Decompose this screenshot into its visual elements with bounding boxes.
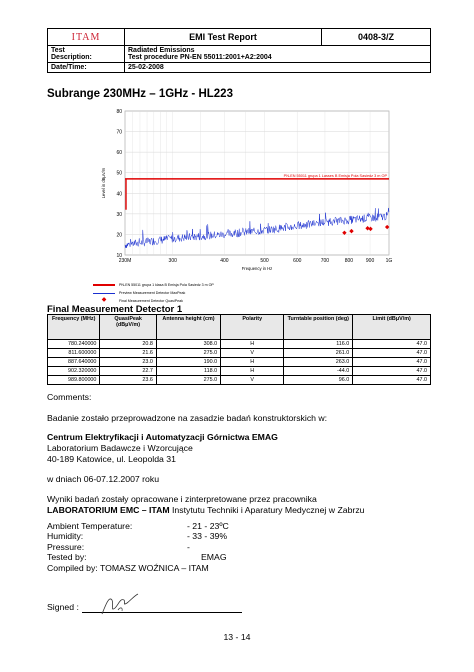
emission-chart [93,103,399,275]
humidity-label: Humidity: [47,531,84,542]
legend-item-final: Final Measurement Detector QuasiPeak [119,299,183,303]
table-cell: 23.0 [100,358,156,367]
chart-legend [93,281,214,305]
test-conditions [47,521,307,573]
y-tick-label: 10 [116,253,122,259]
y-tick-label: 70 [116,129,122,136]
table-cell: 308.0 [156,340,220,349]
tested-label: Tested by: [47,552,87,563]
table-cell: 47.0 [353,349,431,358]
legend-item-limit: PN-EN 55011 grupa 1 klasa B Emisja Pola Sasiedz 3 m OP [119,283,214,287]
table-header: QuasiPeak (dBμV/m) [100,315,156,340]
table-row [48,340,431,349]
x-tick-label: 700 [320,258,330,264]
y-tick-label: 50 [116,170,122,177]
table-cell: 47.0 [353,340,431,349]
table-cell: 96.0 [284,376,353,385]
description-label: Description: [51,54,92,61]
table-cell: -44.0 [284,367,353,376]
table-row [48,349,431,358]
pressure-label: Pressure: [47,541,85,552]
laboratory-address: 40-189 Katowice, ul. Leopolda 31 [47,454,176,464]
y-tick-label: 40 [116,191,122,198]
x-tick-label: 230M [118,258,132,264]
results-line-1: Wyniki badań zostały opracowane i zinterpretowane przez pracownika [47,494,317,504]
table-cell: H [221,367,284,376]
report-header [47,28,431,73]
report-title: EMI Test Report [125,29,322,46]
table-header: Antenna height (cm) [156,315,220,340]
table-cell: V [221,376,284,385]
date-value: 25-02-2008 [125,63,431,73]
comments-intro: Badanie zostało przeprowadzone na zasadzie badań konstruktorskich w: [47,413,328,423]
test-dates: w dniach 06-07.12.2007 roku [47,474,160,484]
table-cell: H [221,358,284,367]
y-tick-label: 80 [116,109,122,115]
organisation-name: Centrum Elektryfikacji i Automatyzacji Górnictwa EMAG [47,432,278,442]
tested-value: EMAG [201,552,227,563]
table-row [48,367,431,376]
table-row [48,376,431,385]
results-line-2 [47,505,365,515]
laboratory-name: Laboratorium Badawcze i Wzorcujące [47,443,193,453]
table-header: Frequency (MHz) [48,315,100,340]
legend-swatch-final: ◆ [93,300,115,302]
table-cell: 261.0 [284,349,353,358]
pressure-value: - [187,541,190,552]
compiled-by: Compiled by: TOMASZ WOŹNICA – ITAM [47,562,209,573]
datetime-label: Date/Time: [48,63,125,73]
x-tick-label: 600 [293,258,302,264]
x-tick-label: 400 [220,258,229,264]
table-cell: 23.6 [100,376,156,385]
lab-emc-itam: LABORATORIUM EMC – ITAM [47,505,170,515]
itam-logo: ITAM [48,29,125,46]
table-header: Limit (dBμV/m) [353,315,431,340]
institute-name: Instytutu Techniki i Aparatury Medycznej w Zabrzu [169,505,365,515]
table-row [48,358,431,367]
legend-item-preview: Preview Measurement Detector MaxPeak [119,291,186,295]
test-line-2: Test procedure PN-EN 55011:2001+A2:2004 [128,54,272,61]
table-cell: 22.7 [100,367,156,376]
test-description-label [48,46,125,63]
legend-swatch-preview [93,293,115,294]
humidity-value: - 33 - 39% [187,531,228,542]
table-cell: 780.240000 [48,340,100,349]
final-measurement-title: Final Measurement Detector 1 [47,304,183,315]
table-cell: 20.8 [100,340,156,349]
table-cell: 47.0 [353,358,431,367]
signed-label: Signed : [47,602,79,612]
table-cell: V [221,349,284,358]
table-cell: 21.6 [100,349,156,358]
ambient-value: - 21 - 23ºC [187,521,229,531]
test-line-1: Radiated Emissions [128,47,195,54]
test-label: Test [51,47,65,54]
x-axis-label: Frequency in Hz [241,266,273,271]
legend-swatch-limit [93,284,115,286]
handwritten-signature [100,590,140,618]
table-cell: 118.0 [156,367,220,376]
table-cell: 989.800000 [48,376,100,385]
table-cell: 275.0 [156,349,220,358]
ambient-label: Ambient Temperature: [47,521,133,531]
y-tick-label: 20 [116,232,122,239]
comments-label: Comments: [47,392,92,402]
y-tick-label: 30 [116,211,122,218]
x-tick-label: 500 [260,258,269,264]
table-header: Turntable position (deg) [284,315,353,340]
table-cell: 275.0 [156,376,220,385]
limit-line-label: PN-EN 55011 grupa 1 Lasses B Emisja Pola Sasiedz 3 m OP [283,173,387,178]
table-header: Polarity [221,315,284,340]
test-description-value [125,46,431,63]
page-number: 13 - 14 [223,632,251,642]
x-tick-label: 900 [365,258,375,264]
table-cell: 47.0 [353,367,431,376]
table-cell: 116.0 [284,340,353,349]
table-cell: 887.640000 [48,358,100,367]
x-tick-label: 1G [385,258,393,264]
y-axis-label: Level in dBμV/m [101,167,106,199]
section-title: Subrange 230MHz – 1GHz - HL223 [47,88,233,100]
measurement-table [47,314,431,385]
x-tick-label: 300 [168,258,177,264]
table-cell: 47.0 [353,376,431,385]
table-cell: 190.0 [156,358,220,367]
report-number: 0408-3/Z [322,29,431,46]
table-cell: 811.600000 [48,349,100,358]
table-cell: 902.320000 [48,367,100,376]
table-cell: 263.0 [284,358,353,367]
x-tick-label: 800 [344,258,354,264]
y-tick-label: 60 [116,150,122,157]
table-cell: H [221,340,284,349]
